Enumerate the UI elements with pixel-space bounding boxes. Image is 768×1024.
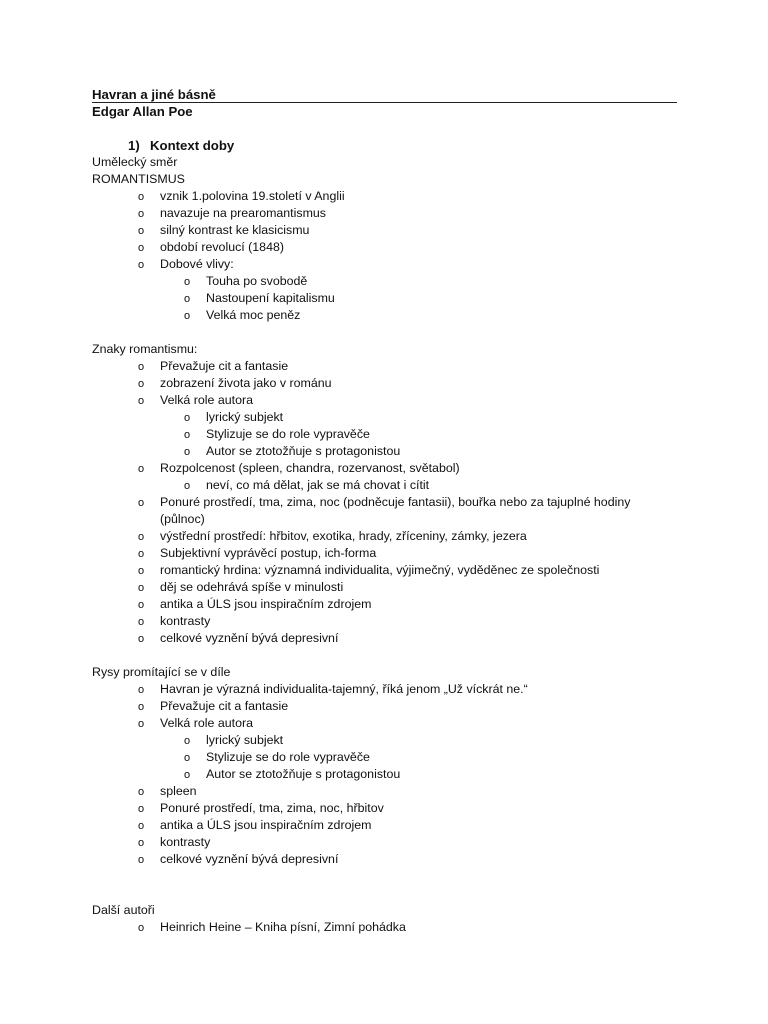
list-item-text: Havran je výrazná individualita-tajemný, říká jenom „Už víckrát ne.“ xyxy=(160,682,528,696)
list-item xyxy=(92,205,677,222)
list-item xyxy=(92,545,677,562)
list-item xyxy=(92,392,677,409)
document-title: Havran a jiné básně xyxy=(92,87,216,102)
list-item xyxy=(92,222,677,239)
bullet-icon: o xyxy=(138,718,145,730)
list-item-text: Touha po svobodě xyxy=(206,274,308,288)
section-heading xyxy=(92,137,677,154)
znaky-label: Znaky romantismu: xyxy=(92,342,198,356)
bullet-icon: o xyxy=(138,803,145,815)
list-item xyxy=(92,834,677,851)
dalsi-list xyxy=(92,919,677,936)
list-item-text: Ponuré prostředí, tma, zima, noc (podněcuje fantasii), bouřka nebo za tajuplné hodiny xyxy=(160,495,631,509)
list-item-text: neví, co má dělat, jak se má chovat i cítit xyxy=(206,478,430,492)
bullet-icon: o xyxy=(184,752,191,764)
rysy-label: Rysy promítající se v díle xyxy=(92,665,231,679)
list-item xyxy=(92,477,677,494)
bullet-icon: o xyxy=(138,837,145,849)
section-label: Kontext doby xyxy=(150,138,235,153)
list-item-text: spleen xyxy=(160,784,197,798)
list-item xyxy=(92,732,677,749)
bullet-icon: o xyxy=(138,616,145,628)
list-item xyxy=(92,409,677,426)
list-item-text: kontrasty xyxy=(160,614,211,628)
document-page xyxy=(92,86,677,936)
list-item xyxy=(92,579,677,596)
bullet-icon: o xyxy=(138,684,145,696)
list-item-text: zobrazení života jako v románu xyxy=(160,376,332,390)
list-item xyxy=(92,800,677,817)
list-item xyxy=(92,698,677,715)
bullet-icon: o xyxy=(138,633,145,645)
list-item xyxy=(92,273,677,290)
list-item xyxy=(92,460,677,477)
list-item-text: kontrasty xyxy=(160,835,211,849)
list-item-text: Převažuje cit a fantasie xyxy=(160,699,289,713)
list-item-text: Stylizuje se do role vypravěče xyxy=(206,427,370,441)
smer-label: Umělecký směr xyxy=(92,155,178,169)
bullet-icon: o xyxy=(138,208,145,220)
bullet-icon: o xyxy=(138,565,145,577)
list-item-continuation: (půlnoc) xyxy=(160,512,205,526)
document-author xyxy=(92,103,677,120)
bullet-icon: o xyxy=(184,276,191,288)
list-item-text: Dobové vlivy: xyxy=(160,257,234,271)
list-item-text: Převažuje cit a fantasie xyxy=(160,359,289,373)
list-item xyxy=(92,817,677,834)
list-item xyxy=(92,851,677,868)
author-name: Edgar Allan Poe xyxy=(92,104,193,119)
list-item xyxy=(92,766,677,783)
list-item-text: lyrický subjekt xyxy=(206,733,284,747)
list-item-text: období revolucí (1848) xyxy=(160,240,284,254)
bullet-icon: o xyxy=(184,429,191,441)
list-item-text: děj se odehrává spíše v minulosti xyxy=(160,580,344,594)
list-item xyxy=(92,494,677,511)
list-item-text: Nastoupení kapitalismu xyxy=(206,291,335,305)
bullet-icon: o xyxy=(184,310,191,322)
title-rule xyxy=(92,102,677,103)
list-item-text: Stylizuje se do role vypravěče xyxy=(206,750,370,764)
list-item xyxy=(92,256,677,273)
list-item-text: Autor se ztotožňuje s protagonistou xyxy=(206,444,401,458)
list-item xyxy=(92,596,677,613)
bullet-icon: o xyxy=(138,922,145,934)
bullet-icon: o xyxy=(138,854,145,866)
list-item xyxy=(92,307,677,324)
list-item xyxy=(92,783,677,800)
list-item-text: Velká role autora xyxy=(160,716,253,730)
list-item xyxy=(92,749,677,766)
dalsi-label: Další autoři xyxy=(92,903,155,917)
znaky-autor-sublist xyxy=(92,409,677,460)
list-item xyxy=(92,375,677,392)
bullet-icon: o xyxy=(138,191,145,203)
list-item xyxy=(92,919,677,936)
list-item xyxy=(92,630,677,647)
list-item xyxy=(92,613,677,630)
list-item-text: Ponuré prostředí, tma, zima, noc, hřbitov xyxy=(160,801,384,815)
bullet-icon: o xyxy=(138,599,145,611)
znaky-list-a xyxy=(92,358,677,409)
list-item xyxy=(92,562,677,579)
bullet-icon: o xyxy=(184,293,191,305)
list-item-text: navazuje na prearomantismus xyxy=(160,206,326,220)
bullet-icon: o xyxy=(184,769,191,781)
list-item-text: výstřední prostředí: hřbitov, exotika, hrady, zříceniny, zámky, jezera xyxy=(160,529,527,543)
bullet-icon: o xyxy=(184,735,191,747)
bullet-icon: o xyxy=(138,701,145,713)
list-item xyxy=(92,681,677,698)
bullet-icon: o xyxy=(138,378,145,390)
section-number: 1) xyxy=(128,138,140,153)
bullet-icon: o xyxy=(184,480,191,492)
bullet-icon: o xyxy=(138,361,145,373)
bullet-icon: o xyxy=(138,582,145,594)
list-item xyxy=(92,358,677,375)
bullet-icon: o xyxy=(138,820,145,832)
list-item-text: Heinrich Heine – Kniha písní, Zimní pohádka xyxy=(160,920,406,934)
list-item xyxy=(92,290,677,307)
list-item xyxy=(92,528,677,545)
list-item xyxy=(92,426,677,443)
list-item xyxy=(92,188,677,205)
bullet-icon: o xyxy=(138,548,145,560)
list-item-text: celkové vyznění bývá depresivní xyxy=(160,631,339,645)
vlivy-list xyxy=(92,273,677,324)
list-item-text: Subjektivní vyprávěcí postup, ich-forma xyxy=(160,546,377,560)
list-item xyxy=(92,239,677,256)
rysy-list-a xyxy=(92,681,677,732)
rysy-list-b xyxy=(92,783,677,868)
list-item-text: Velká role autora xyxy=(160,393,253,407)
rozpolcenost-sublist xyxy=(92,477,677,494)
list-item-text: vznik 1.polovina 19.století v Anglii xyxy=(160,189,345,203)
list-item-text: antika a ÚLS jsou inspiračním zdrojem xyxy=(160,597,372,611)
romantismus-list xyxy=(92,188,677,273)
list-item-text: Rozpolcenost (spleen, chandra, rozervanost, světabol) xyxy=(160,461,460,475)
bullet-icon: o xyxy=(138,242,145,254)
bullet-icon: o xyxy=(138,786,145,798)
bullet-icon: o xyxy=(184,412,191,424)
bullet-icon: o xyxy=(138,395,145,407)
list-item-text: lyrický subjekt xyxy=(206,410,284,424)
list-item-text: Autor se ztotožňuje s protagonistou xyxy=(206,767,401,781)
list-item xyxy=(92,443,677,460)
smer-value: ROMANTISMUS xyxy=(92,172,185,186)
bullet-icon: o xyxy=(138,225,145,237)
rysy-autor-sublist xyxy=(92,732,677,783)
list-item-text: Velká moc peněz xyxy=(206,308,301,322)
znaky-list-b xyxy=(92,528,677,647)
list-item-text: romantický hrdina: významná individualita, výjimečný, vyděděnec ze společnosti xyxy=(160,563,600,577)
bullet-icon: o xyxy=(138,259,145,271)
list-item-text: celkové vyznění bývá depresivní xyxy=(160,852,339,866)
list-item xyxy=(92,715,677,732)
list-item-text: antika a ÚLS jsou inspiračním zdrojem xyxy=(160,818,372,832)
bullet-icon: o xyxy=(138,497,145,509)
list-item-text: silný kontrast ke klasicismu xyxy=(160,223,310,237)
bullet-icon: o xyxy=(138,531,145,543)
bullet-icon: o xyxy=(184,446,191,458)
bullet-icon: o xyxy=(138,463,145,475)
